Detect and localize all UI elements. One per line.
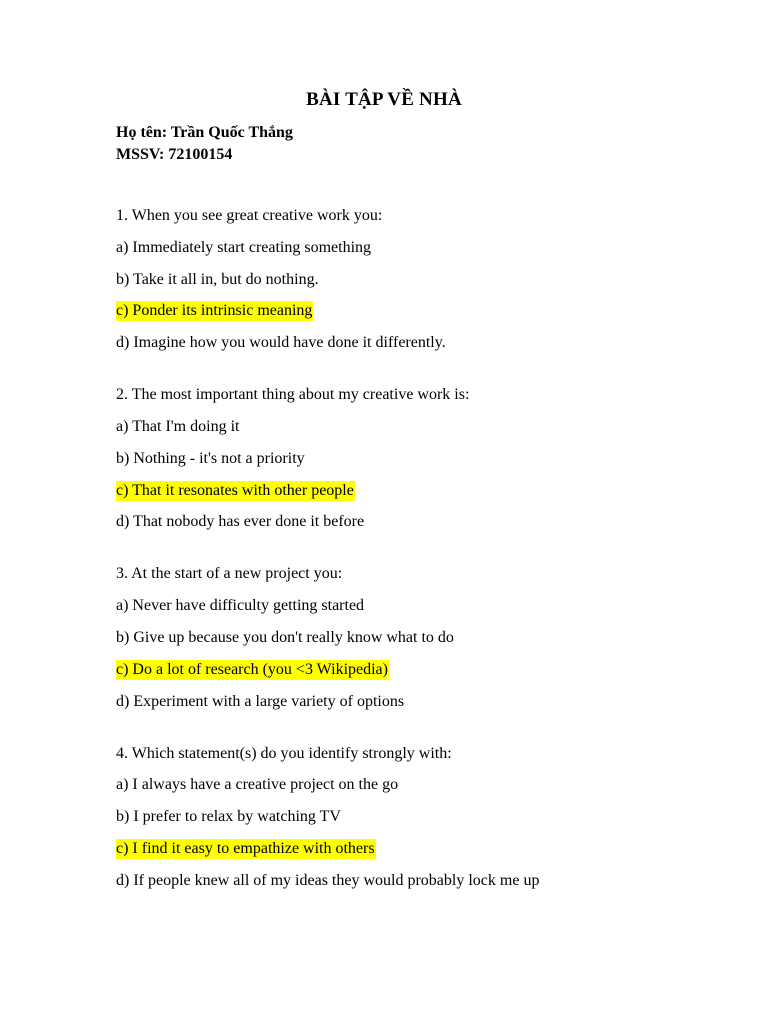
option-a: a) Immediately start creating something — [116, 238, 372, 256]
student-info — [116, 122, 768, 166]
option-d: d) Imagine how you would have done it differently. — [116, 334, 446, 352]
student-id: MSSV: 72100154 — [116, 146, 233, 163]
question-1 — [116, 206, 768, 353]
question-text: 4. Which statement(s) do you identify strongly with: — [116, 744, 452, 762]
question-text: 3. At the start of a new project you: — [116, 565, 343, 583]
option-d: d) Experiment with a large variety of options — [116, 692, 405, 710]
option-c-highlighted: c) That it resonates with other people — [116, 481, 354, 499]
option-c-highlighted: c) I find it easy to empathize with others — [116, 839, 375, 857]
question-4 — [116, 744, 768, 891]
option-a: a) That I'm doing it — [116, 417, 240, 435]
question-2 — [116, 385, 768, 532]
question-text: 1. When you see great creative work you: — [116, 207, 383, 224]
option-d: d) If people knew all of my ideas they would probably lock me up — [116, 871, 540, 889]
question-3 — [116, 564, 768, 711]
student-name: Họ tên: Trần Quốc Thắng — [116, 124, 293, 141]
option-b: b) Nothing - it's not a priority — [116, 449, 305, 467]
option-a: a) I always have a creative project on the go — [116, 776, 399, 794]
option-d: d) That nobody has ever done it before — [116, 513, 365, 531]
option-a: a) Never have difficulty getting started — [116, 597, 365, 615]
option-b: b) Take it all in, but do nothing. — [116, 270, 319, 288]
option-c-highlighted: c) Do a lot of research (you <3 Wikipedia) — [116, 660, 388, 678]
option-b: b) Give up because you don't really know what to do — [116, 628, 454, 646]
question-text: 2. The most important thing about my creative work is: — [116, 386, 470, 404]
option-c-highlighted: c) Ponder its intrinsic meaning — [116, 302, 313, 320]
option-b: b) I prefer to relax by watching TV — [116, 808, 341, 826]
document-title: BÀI TẬP VỀ NHÀ — [306, 89, 462, 110]
